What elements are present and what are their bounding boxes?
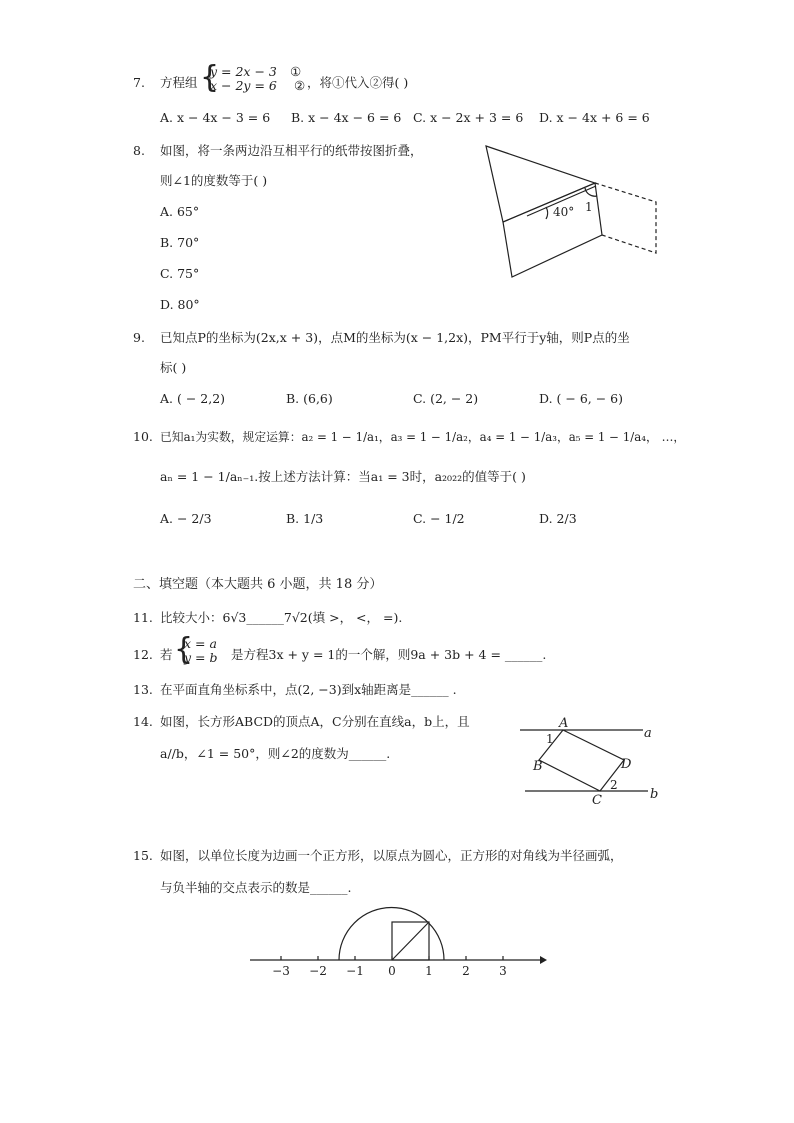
q8-angle-arc: [546, 207, 548, 219]
q10-number: 10.: [133, 429, 153, 444]
q8-option-b: B. 70°: [160, 235, 200, 250]
q15-tick-label: −1: [346, 964, 364, 978]
q9-number: 9.: [133, 330, 145, 345]
q12-eq2: y = b: [184, 650, 218, 665]
q12-tail: 是方程3x + y = 1的一个解，则9a + 3b + 4 = ______.: [231, 647, 547, 662]
q7-eq2: x − 2y = 6: [210, 78, 277, 93]
q10-option-d: D. 2/3: [539, 511, 577, 526]
q14-label-line-b: b: [650, 787, 659, 802]
q8-angle-label: 40°: [553, 205, 575, 219]
q11-text: 比较大小：6√3______7√2(填 >， <， =).: [160, 610, 403, 625]
q14-line1: 如图，长方形ABCD的顶点A，C分别在直线a，b上，且: [160, 714, 470, 729]
q9-option-c: C. (2, − 2): [413, 391, 479, 406]
section2-heading: 二、填空题（本大题共 6 小题，共 18 分）: [133, 577, 383, 592]
q7-brace: {: [200, 60, 220, 95]
q9-line2: 标( ): [160, 360, 187, 375]
q15-tick-label: 2: [462, 964, 470, 978]
q14-label-2: 2: [610, 778, 618, 792]
q9-option-a: A. ( − 2,2): [160, 391, 226, 406]
q15-tick-label: −2: [309, 964, 327, 978]
q14-label-a-vertex: A: [559, 716, 569, 731]
q14-label-d-vertex: D: [621, 757, 632, 772]
q14-label-1: 1: [546, 732, 554, 746]
q15-axis-arrow: [540, 956, 547, 964]
q8-label-1: 1: [585, 200, 593, 214]
q10-option-b: B. 1/3: [286, 511, 324, 526]
q13-text: 在平面直角坐标系中，点(2, −3)到x轴距离是______ .: [160, 682, 457, 697]
q9-option-b: B. (6,6): [286, 391, 333, 406]
q7-eq1: y = 2x − 3: [210, 64, 277, 79]
q15-tick-label: −3: [272, 964, 290, 978]
q14-label-line-a: a: [644, 726, 652, 741]
q10-option-a: A. − 2/3: [160, 511, 212, 526]
q12-brace: {: [174, 632, 194, 667]
q9-option-d: D. ( − 6, − 6): [539, 391, 623, 406]
q10-line1: 已知a₁为实数，规定运算：a₂ = 1 − 1/a₁，a₃ = 1 − 1/a₂，a₄ = 1 − 1/a₃，a₅ = 1 − 1/a₄， …，: [160, 430, 686, 444]
q8-angle1-arc: [585, 188, 597, 196]
q15-diagonal: [392, 922, 429, 960]
q7-option-c: C. x − 2x + 3 = 6: [413, 110, 524, 125]
q10-line2: aₙ = 1 − 1/aₙ₋₁.按上述方法计算：当a₁ = 3时，a₂₀₂₂的值等于( ): [160, 469, 526, 484]
q12-lead: 若: [160, 647, 173, 662]
q7-mark2: ②: [294, 78, 306, 93]
q8-upper-strip: [486, 146, 595, 222]
q10-option-c: C. − 1/2: [413, 511, 465, 526]
q15-tick-label: 1: [425, 964, 433, 978]
q14-line2: a//b，∠1 = 50°，则∠2的度数为______.: [160, 746, 391, 761]
q13-number: 13.: [133, 682, 153, 697]
q7-option-a: A. x − 4x − 3 = 6: [160, 110, 271, 125]
q15-tick-group: [272, 956, 507, 978]
q15-line1: 如图，以单位长度为边画一个正方形，以原点为圆心，正方形的对角线为半径画弧，: [160, 848, 623, 863]
q8-lower-strip: [503, 183, 602, 277]
q8-option-a: A. 65°: [160, 204, 200, 219]
q14-label-c-vertex: C: [592, 793, 602, 808]
q8-option-c: C. 75°: [160, 266, 200, 281]
q14-number: 14.: [133, 714, 153, 729]
q7-option-b: B. x − 4x − 6 = 6: [291, 110, 402, 125]
q14-label-b-vertex: B: [533, 759, 543, 774]
q8-number: 8.: [133, 143, 145, 158]
q8-dashed-strip: [595, 183, 656, 253]
q14-rectangle: [539, 730, 624, 791]
q9-line1: 已知点P的坐标为(2x,x + 3)，点M的坐标为(x − 1,2x)，PM平行于y轴，则P点的坐: [160, 330, 630, 345]
q7-tail: ，将①代入②得( ): [307, 75, 409, 90]
q8-line2: 则∠1的度数等于( ): [160, 173, 268, 188]
q7-option-d: D. x − 4x + 6 = 6: [539, 110, 650, 125]
q15-tick-label: 0: [388, 964, 396, 978]
q7-number: 7.: [133, 75, 145, 90]
q15-arc: [339, 908, 444, 960]
q15-number: 15.: [133, 848, 153, 863]
q15-line2: 与负半轴的交点表示的数是______.: [160, 880, 352, 895]
q8-option-d: D. 80°: [160, 297, 200, 312]
q12-number: 12.: [133, 647, 153, 662]
q8-fold-line: [527, 186, 596, 216]
q7-mark1: ①: [290, 64, 302, 79]
q7-lead: 方程组: [160, 75, 198, 90]
q8-line1: 如图，将一条两边沿互相平行的纸带按图折叠，: [160, 143, 423, 158]
q15-tick-label: 3: [499, 964, 507, 978]
q15-unit-square: [392, 922, 429, 960]
q11-number: 11.: [133, 610, 153, 625]
q12-eq1: x = a: [184, 636, 217, 651]
